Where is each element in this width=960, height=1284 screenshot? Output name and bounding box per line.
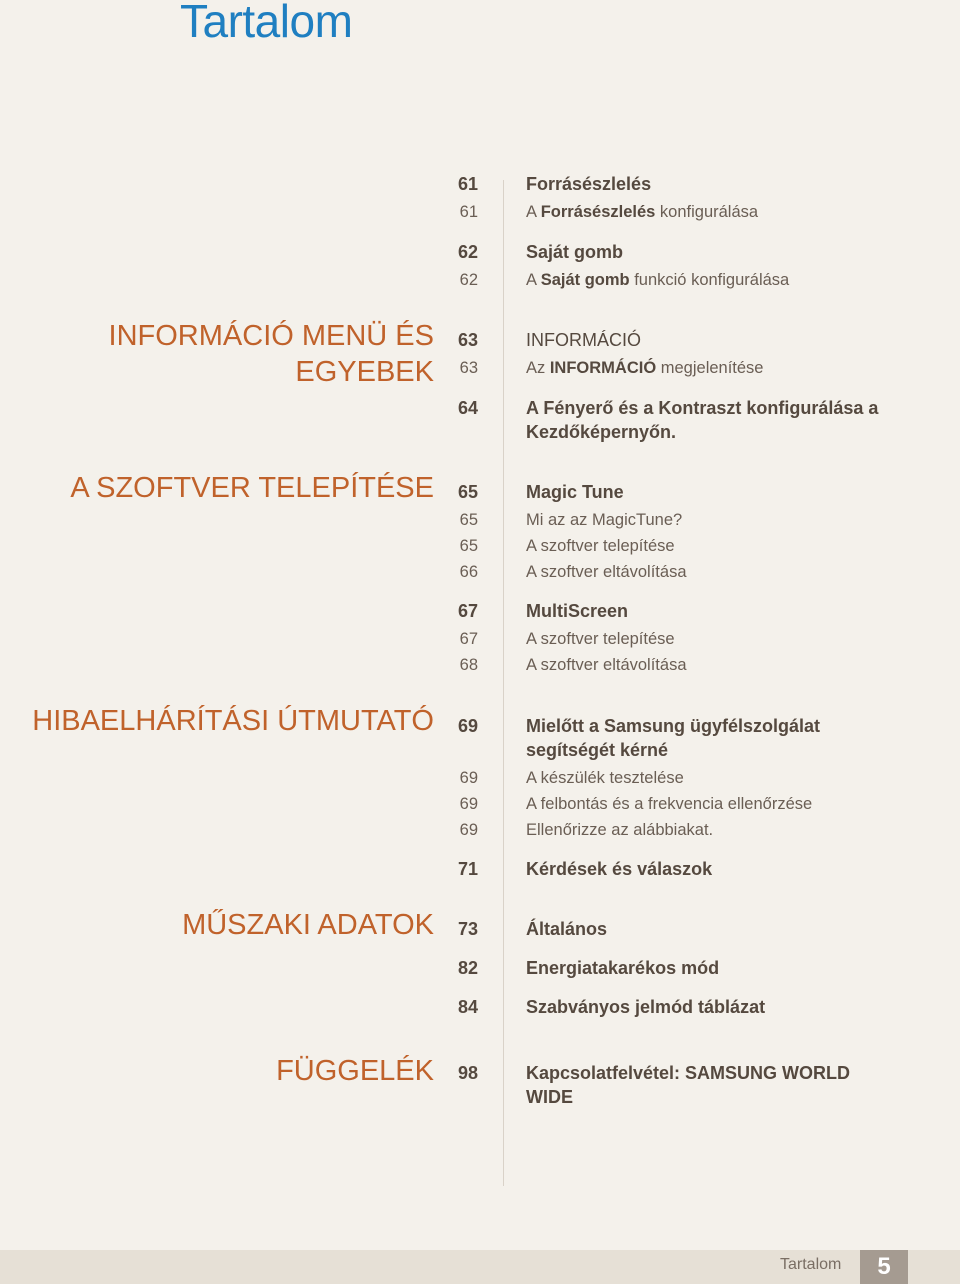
toc-page-number: 69 <box>459 769 478 787</box>
toc-entry-title: Az INFORMÁCIÓ megjelenítése <box>526 359 764 377</box>
toc-page-number: 67 <box>457 601 478 621</box>
section-heading-appendix: FÜGGELÉK <box>276 1055 434 1087</box>
divider-line <box>503 180 504 1186</box>
toc-page-number: 61 <box>459 203 478 221</box>
toc-page-number: 63 <box>457 330 478 350</box>
toc-page-number: 62 <box>457 242 478 262</box>
toc-entry-title: Kérdések és válaszok <box>526 859 713 879</box>
toc-entry-title: A Fényerő és a Kontraszt konfigurálása a Kezdőképernyőn. <box>526 398 879 442</box>
toc-page-number: 64 <box>457 398 478 418</box>
toc-entry-title: Mi az az MagicTune? <box>526 511 683 529</box>
toc-page-number: 67 <box>459 630 478 648</box>
toc-entry-title: A szoftver telepítése <box>526 537 675 555</box>
toc-page-number: 66 <box>459 563 478 581</box>
toc-entry-title: Energiatakarékos mód <box>526 958 720 978</box>
toc-entry-title: Szabványos jelmód táblázat <box>526 997 766 1017</box>
toc-page-number: 84 <box>457 997 478 1017</box>
toc-entry-title: Magic Tune <box>526 482 624 502</box>
toc-entry-title: A Forrásészlelés konfigurálása <box>526 203 759 221</box>
toc-page-number: 71 <box>457 859 478 879</box>
toc-page-number: 73 <box>457 919 478 939</box>
toc-entry-title: Általános <box>526 919 608 939</box>
toc-page-number: 65 <box>459 511 478 529</box>
toc-page-number: 68 <box>459 656 478 674</box>
toc-entry-title: Ellenőrizze az alábbiakat. <box>526 821 714 839</box>
toc-page-number: 65 <box>457 482 478 502</box>
toc-page-number: 61 <box>457 174 478 194</box>
toc-page-number: 69 <box>457 716 478 736</box>
toc-page-number: 63 <box>459 359 478 377</box>
section-heading-specs: MŰSZAKI ADATOK <box>182 909 434 941</box>
toc-entry-title: Forrásészlelés <box>526 174 652 194</box>
toc-entry-title: A szoftver telepítése <box>526 630 675 648</box>
toc-page-number: 82 <box>457 958 478 978</box>
toc-entry-title: A szoftver eltávolítása <box>526 656 687 674</box>
toc-page-number: 69 <box>459 821 478 839</box>
section-heading-info: INFORMÁCIÓ MENÜ ÉS EGYEBEK <box>108 320 434 388</box>
toc-page-number: 69 <box>459 795 478 813</box>
footer-label: Tartalom <box>780 1256 842 1273</box>
page-title: Tartalom <box>180 0 353 47</box>
toc-entry-title: Saját gomb <box>526 242 624 262</box>
toc-page-number: 98 <box>457 1063 478 1083</box>
section-heading-troubleshooting: HIBAELHÁRÍTÁSI ÚTMUTATÓ <box>32 705 434 737</box>
toc-entry-title: Kapcsolatfelvétel: SAMSUNG WORLD WIDE <box>526 1063 851 1107</box>
page-number-badge: 5 <box>860 1250 908 1284</box>
toc-entry-title: MultiScreen <box>526 601 629 621</box>
toc-entry-title: A készülék tesztelése <box>526 769 684 787</box>
toc-page-number: 62 <box>459 271 478 289</box>
toc-entry-title: A felbontás és a frekvencia ellenőrzése <box>526 795 813 813</box>
toc-entry-title: A szoftver eltávolítása <box>526 563 687 581</box>
toc-entry-title: A Saját gomb funkció konfigurálása <box>526 271 790 289</box>
section-heading-software: A SZOFTVER TELEPÍTÉSE <box>70 472 434 504</box>
toc-entry-title: Mielőtt a Samsung ügyfélszolgálat segítségét kérné <box>526 716 821 760</box>
toc-page-number: 65 <box>459 537 478 555</box>
toc-entry-title: INFORMÁCIÓ <box>526 330 641 350</box>
